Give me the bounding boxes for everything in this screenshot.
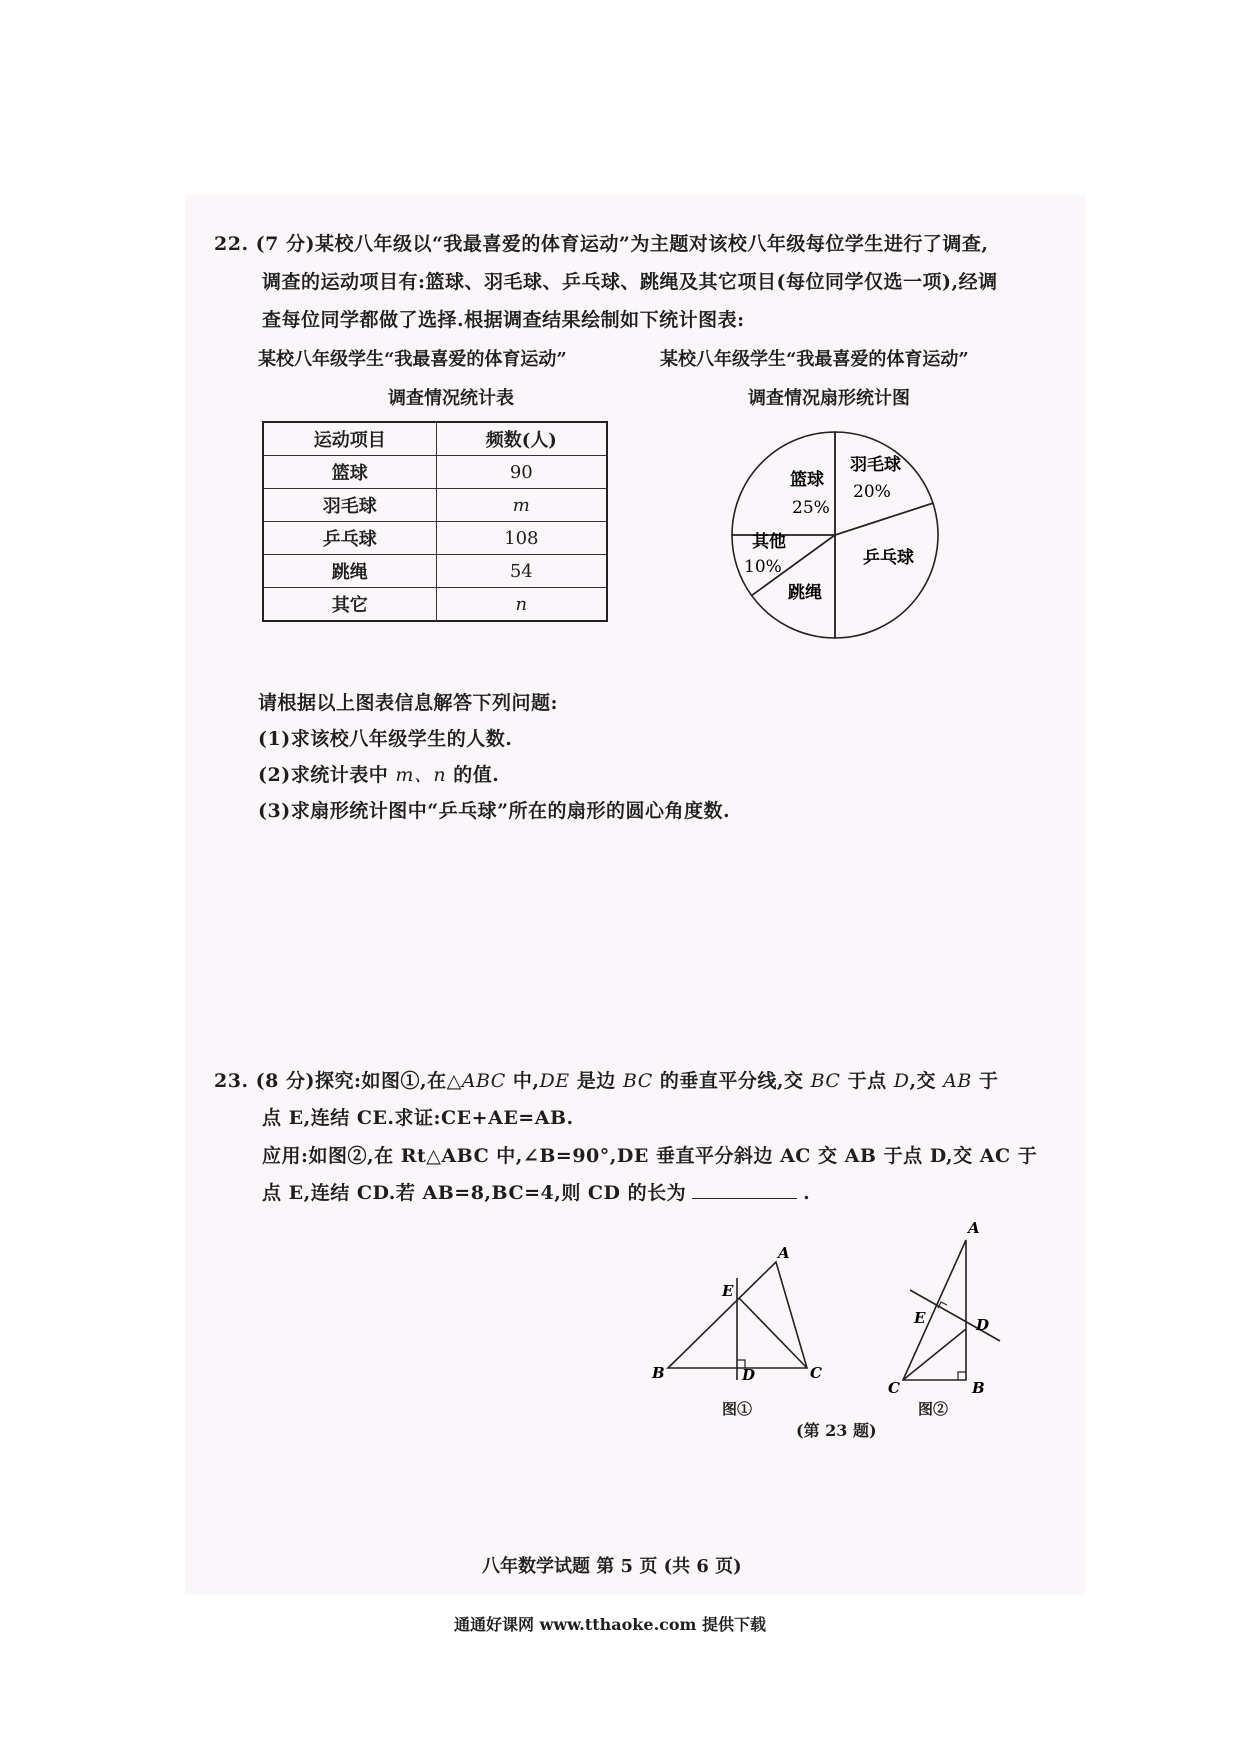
chart-title-2: 调查情况扇形统计图 — [748, 388, 910, 409]
table-cell-item: 羽毛球 — [263, 489, 436, 522]
pie-label-other: 其他 — [752, 532, 786, 552]
fig2-right-angle-mark-b — [958, 1372, 966, 1380]
fig1-caption: 图① — [722, 1400, 753, 1418]
q22-line2: 调查的运动项目有:篮球、羽毛球、乒乓球、跳绳及其它项目(每位同学仅选一项),经调 — [262, 271, 998, 293]
fig2-label-a: A — [968, 1219, 980, 1237]
table-title-1: 某校八年级学生“我最喜爱的体育运动” — [258, 349, 567, 370]
q23-line4: 点 E,连结 CD.若 AB=8,BC=4,则 CD 的长为 . — [262, 1182, 811, 1204]
q22-sub3: (3)求扇形统计图中“乒乓球”所在的扇形的圆心角度数. — [258, 800, 731, 822]
q22-line3: 查每位同学都做了选择.根据调查结果绘制如下统计图表: — [262, 309, 745, 331]
figure-2 — [880, 1215, 1020, 1395]
fig1-label-a: A — [778, 1244, 790, 1262]
fig2-label-e: E — [914, 1309, 926, 1327]
fig1-label-c: C — [810, 1364, 822, 1380]
table-row — [263, 588, 607, 622]
table-cell-count: m — [436, 489, 607, 522]
table-row — [263, 489, 607, 522]
table-cell-count: 108 — [436, 522, 607, 555]
chart-title-1: 某校八年级学生“我最喜爱的体育运动” — [660, 349, 969, 370]
fig2-caption: 图② — [918, 1400, 949, 1418]
fig2-label-c: C — [888, 1379, 900, 1395]
pie-label-basketball: 篮球 — [790, 470, 824, 490]
table-cell-item: 其它 — [263, 588, 436, 622]
table-cell-item: 篮球 — [263, 456, 436, 489]
table-header-row — [263, 422, 607, 456]
fig2-triangle-abc — [903, 1240, 966, 1380]
answer-blank — [692, 1184, 797, 1199]
site-credit: 通通好课网 www.tthaoke.com 提供下载 — [454, 1615, 767, 1634]
table-header-item: 运动项目 — [263, 422, 436, 456]
page-footer: 八年数学试题 第 5 页 (共 6 页) — [482, 1556, 742, 1577]
q23-line1: 23. (8 分)探究:如图①,在△ABC 中,DE 是边 BC 的垂直平分线,交 BC 于点 D,交 AB 于 — [214, 1070, 999, 1092]
pie-chart — [720, 425, 950, 645]
pie-pct-badminton: 20% — [853, 482, 891, 502]
table-header-count: 频数(人) — [436, 422, 607, 456]
q22-line1: 22. (7 分)某校八年级以“我最喜爱的体育运动”为主题对该校八年级每位学生进行了调查, — [214, 233, 989, 255]
table-cell-item: 跳绳 — [263, 555, 436, 588]
fig1-label-b: B — [652, 1364, 665, 1380]
q23-line3: 应用:如图②,在 Rt△ABC 中,∠B=90°,DE 垂直平分斜边 AC 交 AB 于点 D,交 AC 于 — [262, 1145, 1038, 1167]
table-cell-count: 90 — [436, 456, 607, 489]
table-row — [263, 522, 607, 555]
fig2-label-b: B — [972, 1379, 985, 1395]
pie-pct-other: 10% — [744, 557, 782, 577]
table-row — [263, 555, 607, 588]
q22-prompt: 请根据以上图表信息解答下列问题: — [258, 692, 559, 714]
table-cell-count: n — [436, 588, 607, 622]
q22-sub1: (1)求该校八年级学生的人数. — [258, 728, 513, 750]
figure-caption: (第 23 题) — [796, 1421, 877, 1440]
table-cell-item: 乒乓球 — [263, 522, 436, 555]
pie-label-pingpong: 乒乓球 — [863, 548, 914, 568]
pie-pct-basketball: 25% — [792, 498, 830, 518]
pie-label-rope: 跳绳 — [788, 583, 822, 603]
fig1-label-e: E — [722, 1282, 734, 1300]
fig2-segment-cd — [903, 1329, 966, 1380]
fig2-label-d: D — [976, 1316, 990, 1334]
q22-sub2: (2)求统计表中 m、n 的值. — [258, 764, 500, 786]
table-cell-count: 54 — [436, 555, 607, 588]
table-row — [263, 456, 607, 489]
fig1-label-d: D — [742, 1366, 756, 1380]
table-title-2: 调查情况统计表 — [388, 388, 514, 409]
pie-slice-pingpong — [835, 503, 938, 638]
pie-label-badminton: 羽毛球 — [850, 455, 901, 475]
q23-line2: 点 E,连结 CE.求证:CE+AE=AB. — [262, 1107, 574, 1129]
stats-table — [262, 421, 608, 622]
figure-1 — [650, 1240, 840, 1380]
